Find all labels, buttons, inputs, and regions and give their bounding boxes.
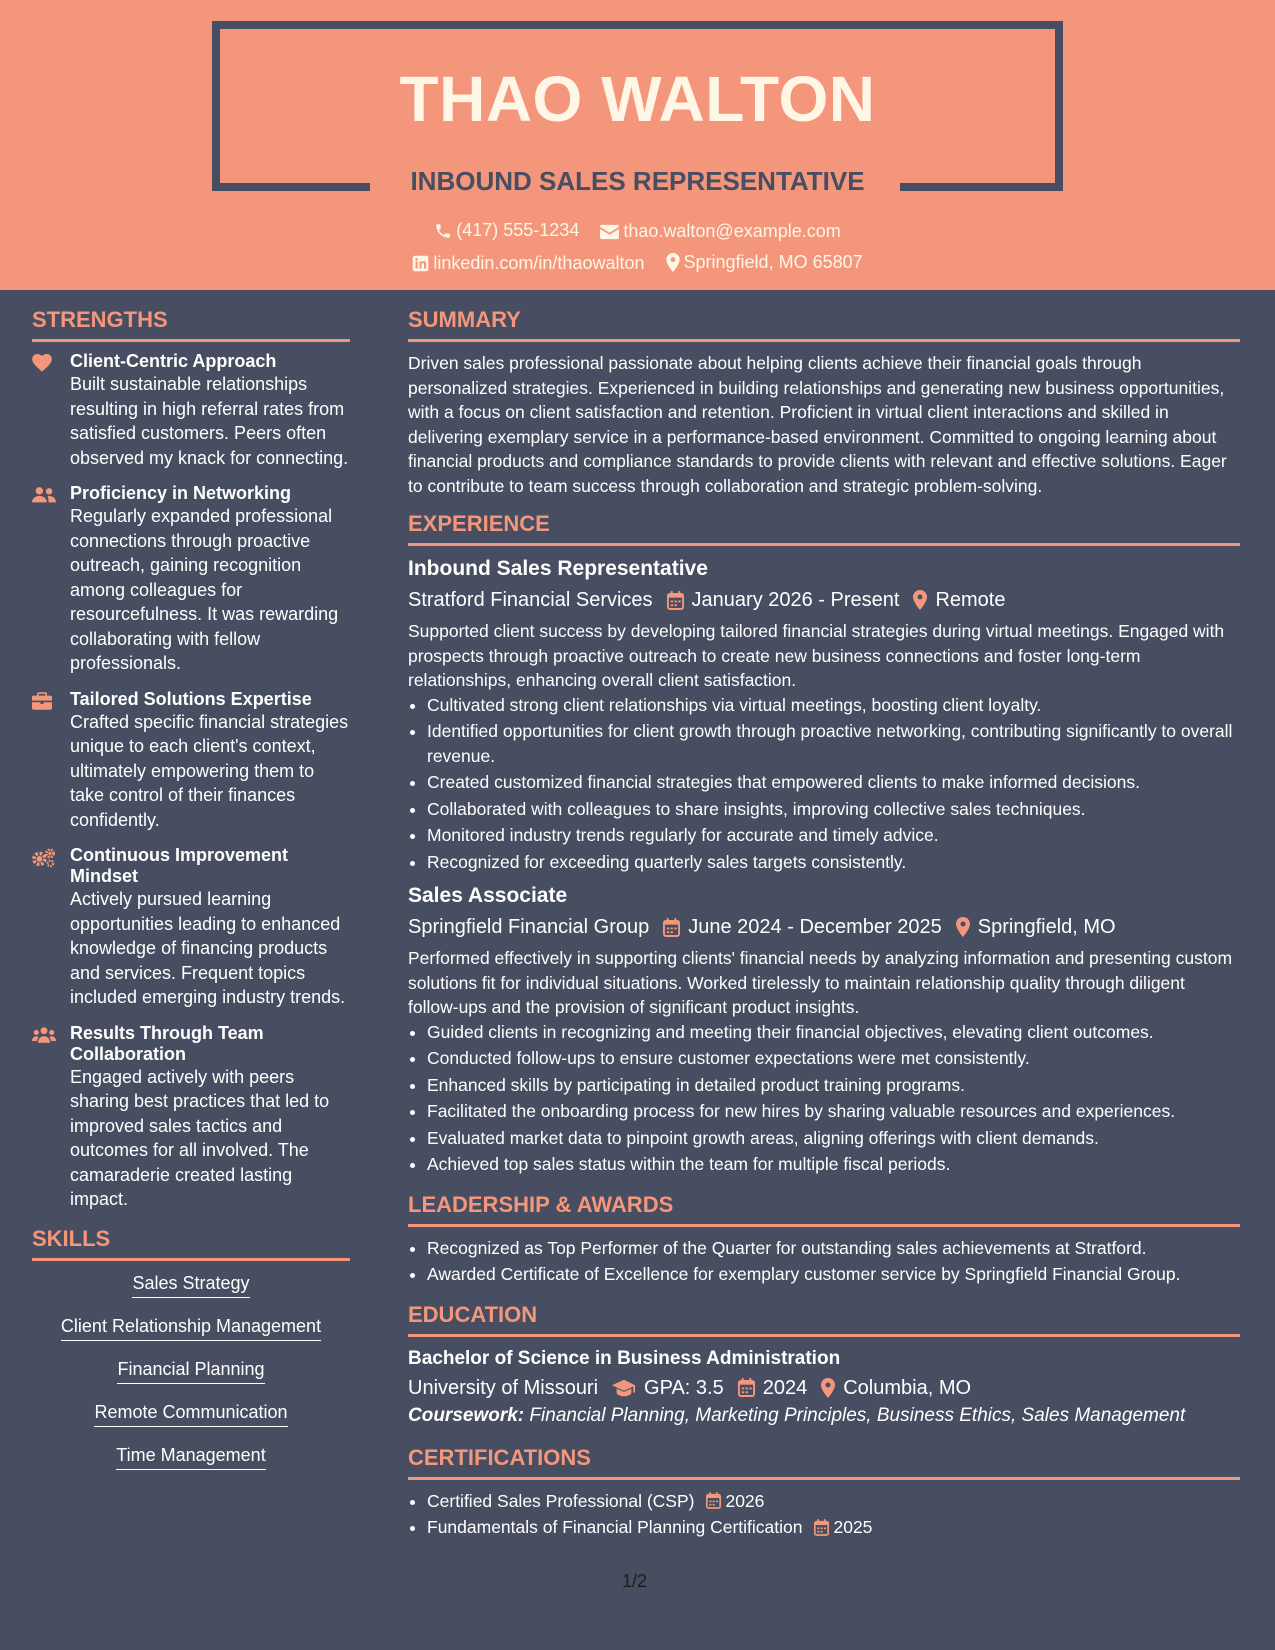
leadership-heading: LEADERSHIP & AWARDS — [408, 1191, 1240, 1227]
strength-description: Regularly expanded professional connections through proactive outreach, gaining recognition among colleagues for resourcefulness. It was rewarding collaborating with fellow professionals. — [70, 506, 339, 673]
strength-title: Client-Centric Approach — [70, 351, 277, 371]
strength-item — [32, 845, 350, 1010]
strength-title: Tailored Solutions Expertise — [70, 688, 312, 709]
map-pin-icon — [821, 1378, 835, 1398]
skill-tag: Remote Communication — [94, 1400, 287, 1427]
job-entry — [408, 882, 1240, 1177]
email-contact[interactable] — [600, 221, 840, 242]
degree-name: Bachelor of Science in Business Administration — [408, 1347, 841, 1369]
job-location-text: Springfield, MO — [977, 916, 1116, 938]
linkedin-text: linkedin.com/in/thaowalton — [433, 253, 645, 273]
calendar-icon — [667, 591, 684, 610]
sidebar — [32, 306, 350, 1486]
job-location-text: Remote — [935, 589, 1006, 611]
calendar-icon — [663, 918, 680, 937]
education-meta — [408, 1374, 1240, 1402]
bullet-item: • Recognized for exceeding quarterly sales targets consistently. — [427, 850, 1240, 875]
gpa — [612, 1374, 724, 1402]
bullet-item: • Collaborated with colleagues to share insights, improving collective sales techniques. — [427, 797, 1240, 822]
skill-tag: Sales Strategy — [132, 1271, 249, 1298]
graduation-cap-icon — [612, 1379, 636, 1397]
column-divider — [382, 290, 383, 1650]
phone-icon — [434, 222, 452, 240]
bullet-item: • Facilitated the onboarding process for new hires by sharing valuable resources and experiences. — [427, 1099, 1240, 1124]
strength-item — [32, 689, 350, 833]
certifications-list — [408, 1489, 1240, 1540]
graduation-year-text: 2024 — [762, 1376, 808, 1399]
location-text: Springfield, MO 65807 — [683, 252, 863, 272]
calendar-icon — [706, 1492, 721, 1509]
people-group-icon — [32, 1026, 56, 1044]
user-group-icon — [32, 486, 56, 504]
job-dates — [663, 913, 942, 941]
summary-text: Driven sales professional passionate about helping clients achieve their financial goals through personalized strategies. Experienced in building relationships and generating new business opportunities, with a focus on client satisfaction and retention. Proficient in virtual client interactions and skilled in delivering exemplary service in a performance-based environment. Committed to ongoing learning about financial products and compliance standards to provide clients with relevant and effective solutions. Eager to contribute to team success through collaboration and strategic problem-solving. — [408, 353, 1227, 496]
skills-heading: SKILLS — [32, 1225, 350, 1261]
summary-heading: SUMMARY — [408, 306, 1240, 342]
map-pin-icon — [956, 917, 970, 937]
skill-tag: Time Management — [116, 1443, 265, 1470]
company-name: Stratford Financial Services — [408, 589, 653, 611]
coursework-text: Financial Planning, Marketing Principles, Business Ethics, Sales Management — [529, 1404, 1186, 1426]
job-entry — [408, 555, 1240, 874]
contact-row-2 — [0, 252, 1275, 277]
award-item: • Awarded Certificate of Excellence for exemplary customer service by Springfield Financial Group. — [427, 1262, 1240, 1287]
strength-description: Engaged actively with peers sharing best practices that led to improved sales tactics and outcomes for all involved. The camaraderie created lasting impact. — [70, 1066, 330, 1209]
certification-year-text: 2026 — [725, 1490, 765, 1511]
certification-item — [427, 1489, 1240, 1514]
job-dates — [667, 586, 900, 614]
strength-item — [32, 1023, 350, 1212]
school-location-text: Columbia, MO — [843, 1376, 972, 1399]
school-name: University of Missouri — [408, 1376, 599, 1399]
coursework-label: Coursework: — [408, 1404, 525, 1426]
school-location — [821, 1374, 971, 1402]
main-content — [408, 306, 1240, 1542]
bullet-item: • Created customized financial strategies that empowered clients to make informed decisions. — [427, 770, 1240, 795]
strengths-heading: STRENGTHS — [32, 306, 350, 342]
phone-contact[interactable] — [434, 220, 579, 241]
education-heading: EDUCATION — [408, 1301, 1240, 1337]
certifications-heading: CERTIFICATIONS — [408, 1444, 1240, 1480]
gears-icon — [32, 848, 56, 868]
strength-title: Results Through Team Collaboration — [70, 1022, 264, 1064]
certification-name: • Fundamentals of Financial Planning Certification — [427, 1517, 803, 1537]
strength-title: Continuous Improvement Mindset — [70, 845, 289, 886]
certification-year — [706, 1489, 764, 1514]
job-title: Sales Associate — [408, 884, 568, 907]
bullet-item: • Conducted follow-ups to ensure customer expectations were met consistently. — [427, 1046, 1240, 1071]
bullet-item: • Identified opportunities for client growth through proactive networking, contributing significantly to overall revenue. — [427, 719, 1240, 768]
job-location — [956, 913, 1116, 941]
strength-description: Actively pursued learning opportunities leading to enhanced knowledge of financing products and services. Frequent topics included emerging industry trends. — [70, 889, 346, 1007]
job-bullets — [408, 1020, 1240, 1177]
coursework — [408, 1402, 1240, 1430]
bullet-item: • Cultivated strong client relationships via virtual meetings, boosting client loyalty. — [427, 693, 1240, 718]
page-number: 1/2 — [622, 1571, 648, 1591]
job-location — [913, 586, 1005, 614]
leadership-list — [408, 1236, 1240, 1287]
award-item: • Recognized as Top Performer of the Quarter for outstanding sales achievements at Stratford. — [427, 1236, 1240, 1261]
email-text: thao.walton@example.com — [623, 221, 841, 241]
certification-item — [427, 1515, 1240, 1540]
bullet-item: • Enhanced skills by participating in detailed product training programs. — [427, 1073, 1240, 1098]
contact-row-1 — [0, 220, 1275, 245]
bullet-item: • Achieved top sales status within the team for multiple fiscal periods. — [427, 1152, 1240, 1177]
envelope-icon — [600, 224, 619, 240]
map-pin-icon — [666, 253, 680, 272]
certification-year — [814, 1515, 872, 1540]
experience-heading: EXPERIENCE — [408, 510, 1240, 546]
briefcase-icon — [32, 692, 52, 710]
strength-description: Built sustainable relationships resulting in high referral rates from satisfied customers. Peers often observed my knack for connecting. — [70, 374, 349, 468]
job-description: Performed effectively in supporting clients' financial needs by analyzing information and presenting custom solutions fit for individual situations. Worked tirelessly to maintain relationship quality through diligent follow-ups and the provision of significant product insights. — [408, 948, 1233, 1017]
skill-tag: Client Relationship Management — [61, 1314, 321, 1341]
certification-year-text: 2025 — [833, 1517, 873, 1537]
skills-section — [32, 1225, 350, 1470]
phone-text: (417) 555-1234 — [456, 220, 580, 240]
job-meta — [408, 586, 1240, 614]
job-dates-text: January 2026 - Present — [691, 589, 900, 611]
job-description: Supported client success by developing tailored financial strategies during virtual meetings. Engaged with prospects through proactive outreach to create new business connections and foster long-term relationships, enhancing overall client satisfaction. — [408, 621, 1225, 690]
calendar-icon — [738, 1378, 755, 1397]
bullet-item: • Evaluated market data to pinpoint growth areas, aligning offerings with client demands. — [427, 1126, 1240, 1151]
linkedin-contact[interactable] — [412, 253, 644, 274]
bullet-item: • Monitored industry trends regularly for accurate and timely advice. — [427, 823, 1240, 848]
header — [0, 0, 1275, 290]
strength-item — [32, 351, 350, 470]
candidate-name: THAO WALTON — [399, 63, 876, 135]
certification-name: • Certified Sales Professional (CSP) — [427, 1490, 695, 1511]
skill-tag: Financial Planning — [117, 1357, 264, 1384]
location-contact — [666, 252, 863, 273]
linkedin-icon — [412, 255, 429, 272]
company-name: Springfield Financial Group — [408, 916, 650, 938]
strength-item — [32, 483, 350, 676]
graduation-year — [738, 1374, 808, 1402]
gpa-text: GPA: 3.5 — [644, 1376, 724, 1399]
job-meta — [408, 913, 1240, 941]
calendar-icon — [814, 1519, 829, 1536]
strength-description: Crafted specific financial strategies unique to each client's context, ultimately empowering them to take control of their finances confidently. — [70, 711, 349, 830]
job-title: Inbound Sales Representative — [408, 557, 708, 580]
bullet-item: • Guided clients in recognizing and meeting their financial objectives, elevating client outcomes. — [427, 1020, 1240, 1045]
heart-icon — [32, 354, 52, 372]
map-pin-icon — [913, 590, 927, 610]
job-dates-text: June 2024 - December 2025 — [688, 916, 942, 938]
job-title-heading: INBOUND SALES REPRESENTATIVE — [410, 166, 865, 196]
strength-title: Proficiency in Networking — [70, 483, 292, 503]
job-bullets — [408, 693, 1240, 875]
